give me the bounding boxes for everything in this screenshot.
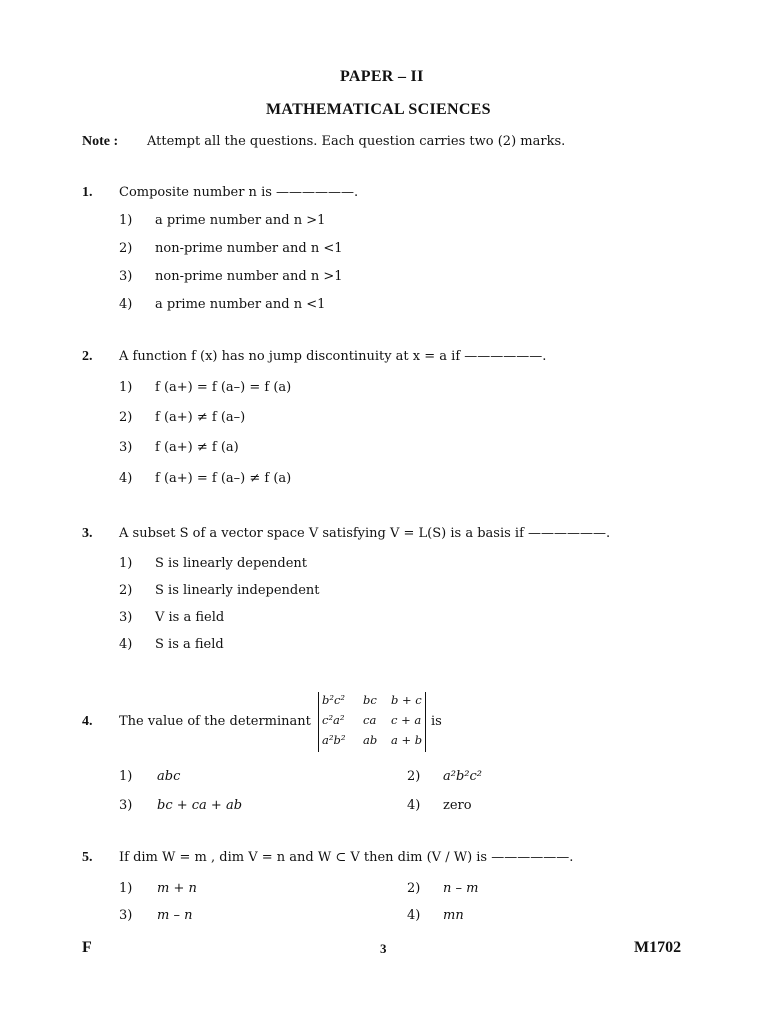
option-number: 2) <box>407 769 421 784</box>
option-text: f (a+) ≠ f (a) <box>155 440 239 455</box>
option-text: bc + ca + ab <box>157 798 243 813</box>
option-number: 2) <box>407 881 421 896</box>
option-number: 3) <box>119 269 133 284</box>
option-number: 4) <box>119 471 133 486</box>
question-text-suffix: is <box>431 714 442 729</box>
footer-left-mark: F <box>82 939 92 956</box>
option-text: abc <box>157 769 181 784</box>
option-number: 4) <box>119 637 133 652</box>
note-text: Attempt all the questions. Each question carries two (2) marks. <box>147 134 566 149</box>
option-text: f (a+) = f (a–) = f (a) <box>155 380 292 395</box>
option-text: non-prime number and n >1 <box>155 269 343 284</box>
option-text: m + n <box>157 881 197 896</box>
matrix-cell: b²c² <box>322 693 346 707</box>
matrix-cell: ca <box>363 713 377 727</box>
question-text: Composite number n is ——————. <box>119 185 359 200</box>
question-text: The value of the determinant <box>119 714 311 729</box>
option-number: 4) <box>407 798 421 813</box>
question-number: 1. <box>82 185 93 200</box>
matrix-cell: a + b <box>391 733 423 747</box>
matrix-cell: c²a² <box>322 713 345 727</box>
question-text: A subset S of a vector space V satisfying V = L(S) is a basis if ——————. <box>119 526 611 541</box>
paper-title: PAPER – II <box>340 68 424 85</box>
option-number: 1) <box>119 556 133 571</box>
option-number: 3) <box>119 798 133 813</box>
option-number: 3) <box>119 610 133 625</box>
option-text: f (a+) = f (a–) ≠ f (a) <box>155 471 292 486</box>
question-number: 3. <box>82 526 93 541</box>
option-text: S is linearly dependent <box>155 556 307 571</box>
matrix-cell: a²b² <box>322 733 346 747</box>
option-text: zero <box>443 798 472 813</box>
option-number: 4) <box>119 297 133 312</box>
note-label: Note : <box>82 134 119 149</box>
matrix-cell: b + c <box>391 693 422 707</box>
option-text: V is a field <box>155 610 225 625</box>
subject-title: MATHEMATICAL SCIENCES <box>266 101 491 118</box>
matrix-cell: c + a <box>391 713 422 727</box>
question-text: A function f (x) has no jump discontinuity at x = a if ——————. <box>119 349 547 364</box>
option-text: f (a+) ≠ f (a–) <box>155 410 246 425</box>
option-number: 1) <box>119 380 133 395</box>
option-text: n – m <box>443 881 479 896</box>
option-number: 1) <box>119 769 133 784</box>
option-number: 3) <box>119 440 133 455</box>
option-text: S is a field <box>155 637 224 652</box>
option-text: a prime number and n >1 <box>155 213 326 228</box>
determinant-matrix <box>318 692 426 752</box>
option-number: 2) <box>119 583 133 598</box>
question-number: 5. <box>82 850 93 865</box>
page-number: 3 <box>380 941 387 956</box>
option-text: a prime number and n <1 <box>155 297 326 312</box>
option-number: 1) <box>119 881 133 896</box>
option-number: 2) <box>119 241 133 256</box>
option-text: m – n <box>157 908 193 923</box>
question-number: 2. <box>82 349 93 364</box>
option-text: S is linearly independent <box>155 583 320 598</box>
option-number: 4) <box>407 908 421 923</box>
option-number: 3) <box>119 908 133 923</box>
option-number: 1) <box>119 213 133 228</box>
question-number: 4. <box>82 714 93 729</box>
matrix-cell: ab <box>363 733 378 747</box>
question-text: If dim W = m , dim V = n and W ⊂ V then dim (V / W) is ——————. <box>119 850 574 865</box>
option-text: a²b²c² <box>443 769 482 784</box>
option-text: mn <box>443 908 464 923</box>
option-text: non-prime number and n <1 <box>155 241 343 256</box>
paper-code: M1702 <box>634 939 682 956</box>
option-number: 2) <box>119 410 133 425</box>
matrix-cell: bc <box>363 693 377 707</box>
